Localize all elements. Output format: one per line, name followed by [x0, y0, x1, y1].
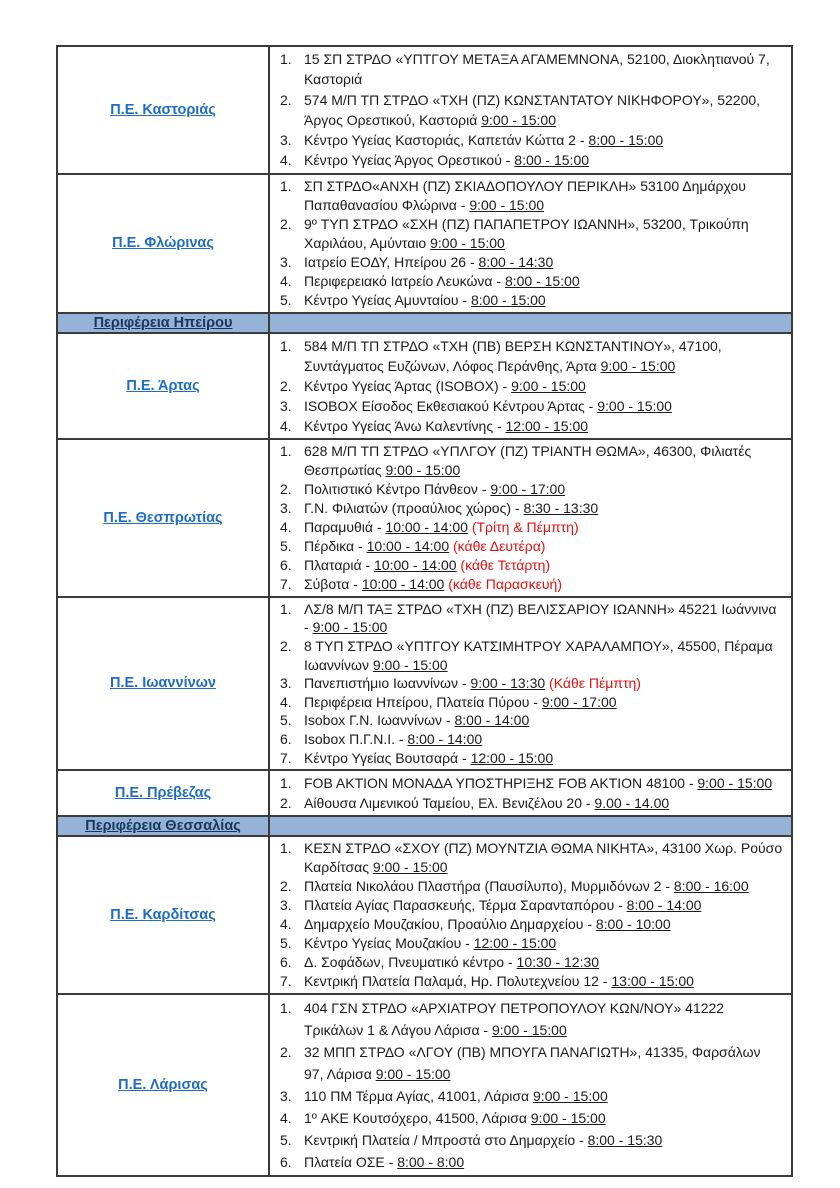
item-text: Κεντρική Πλατεία / Μπροστά στο Δημαρχείο - [304, 1132, 588, 1149]
list-item [278, 537, 785, 556]
item-number: 2. [280, 637, 292, 654]
item-description [304, 480, 785, 499]
item-hours: 12:00 - 15:00 [470, 749, 554, 766]
item-hours: 9:00 - 15:00 [375, 1066, 451, 1083]
item-description [304, 839, 785, 877]
item-hours: 9:00 - 17:00 [541, 693, 617, 710]
list-item [278, 150, 785, 170]
pe-thesprotias-row [58, 438, 791, 596]
list-item [278, 693, 785, 712]
item-hours: 9:00 - 15:00 [600, 357, 676, 374]
list-item [278, 442, 785, 480]
item-day-note: (Κάθε Πέμπτη) [545, 675, 641, 692]
item-text: 404 ΓΣΝ ΣΤΡΔΟ «ΑΡΧΙΑΤΡΟΥ ΠΕΤΡΟΠΟΥΛΟΥ ΚΩΝ/ΝΟΥ» 41222 Τρικάλων 1 & Λάγου Λάρισα - [304, 1000, 725, 1039]
item-text: Isobox Γ.Ν. Ιωαννίνων - [304, 712, 455, 729]
item-day-note: (κάθε Παρασκευή) [444, 575, 562, 592]
item-number: 4. [280, 1110, 292, 1127]
item-hours: 9:00 - 15:00 [492, 1022, 567, 1039]
item-description [304, 1041, 785, 1085]
item-description [304, 953, 785, 972]
item-hours: 12:00 - 15:00 [505, 417, 589, 434]
pe-ioanninon-locations-list [270, 598, 791, 769]
item-text: Πλατεία Νικολάου Πλαστήρα (Παυσίλυπο), Μυρμιδόνων 2 - [304, 878, 674, 895]
item-description [304, 49, 785, 90]
item-hours: 10:00 - 14:00 [366, 537, 450, 554]
item-hours: 8:00 - 16:00 [673, 878, 749, 895]
item-number: 5. [280, 712, 292, 729]
item-number: 5. [280, 935, 292, 952]
pe-thesprotias-link[interactable]: Π.Ε. Θεσπρωτίας [103, 509, 223, 526]
item-day-note: (κάθε Δευτέρα) [449, 537, 546, 554]
item-hours: 9:00 - 15:00 [533, 1088, 608, 1105]
item-description [304, 499, 785, 518]
item-description [304, 1107, 785, 1129]
item-text: 15 ΣΠ ΣΤΡΔΟ «ΥΠΤΓΟΥ ΜΕΤΑΞΑ ΑΓΑΜΕΜΝΟΝΑ, 52100, Διοκλητιανού 7, Καστοριά [304, 51, 770, 88]
list-item [278, 953, 785, 972]
pe-larisas-locations-list [270, 995, 791, 1175]
list-item [278, 1041, 785, 1085]
item-text: Πλαταριά - [304, 556, 375, 573]
item-number: 1. [280, 600, 292, 617]
item-description [304, 600, 785, 637]
item-description [304, 416, 785, 436]
pe-prevezas-row [58, 769, 791, 815]
list-item [278, 1151, 785, 1173]
list-item [278, 934, 785, 953]
item-hours: 8:00 - 15:30 [587, 1132, 663, 1149]
list-item [278, 291, 785, 310]
item-text: Πανεπιστήμιο Ιωαννίνων - [304, 675, 471, 692]
item-description [304, 877, 785, 896]
list-item [278, 90, 785, 131]
item-number: 3. [280, 397, 292, 414]
item-text: Κέντρο Υγείας Καστοριάς, Καπετάν Κώττα 2 - [304, 132, 589, 149]
list-item [278, 396, 785, 416]
item-description [304, 674, 785, 693]
item-number: 1. [280, 177, 292, 194]
item-description [304, 291, 785, 310]
item-number: 4. [280, 152, 292, 169]
item-hours: 9:00 - 15:00 [530, 1110, 606, 1127]
item-hours: 9.00 - 14.00 [594, 795, 670, 812]
item-number: 6. [280, 556, 292, 573]
item-description [304, 556, 785, 575]
item-day-note: (κάθε Τετάρτη) [456, 556, 551, 573]
list-item [278, 877, 785, 896]
item-number: 2. [280, 1044, 292, 1061]
item-text: FOB AKTION ΜΟΝΑΔΑ ΥΠΟΣΤΗΡΙΞΗΣ FOB AKTION 48100 - [304, 775, 698, 792]
pe-larisas-label-cell [58, 995, 270, 1175]
item-number: 3. [280, 499, 292, 516]
item-hours: 10:00 - 14:00 [385, 518, 468, 535]
item-text: ΣΠ ΣΤΡΔΟ«ΑΝΧΗ (ΠΖ) ΣΚΙΑΔΟΠΟΥΛΟΥ ΠΕΡΙΚΛΗ» 53100 Δημάρχου Παπαθανασίου Φλώρινα - [304, 177, 746, 213]
item-text: 628 Μ/Π ΤΠ ΣΤΡΔΟ «ΥΠΛΓΟΥ (ΠΖ) ΤΡΙΑΝΤΗ ΘΩΜΑ», 46300, Φιλιατές Θεσπρωτίας [304, 442, 752, 478]
list-item [278, 915, 785, 934]
item-hours: 9:00 - 15:00 [430, 234, 505, 251]
list-item [278, 215, 785, 253]
list-item [278, 997, 785, 1041]
item-hours: 10:30 - 12:30 [516, 954, 600, 971]
item-text: Κέντρο Υγείας Μουζακίου - [304, 935, 474, 952]
item-description [304, 396, 785, 416]
list-item [278, 1129, 785, 1151]
item-number: 4. [280, 272, 292, 289]
item-number: 2. [280, 878, 292, 895]
item-text: 32 ΜΠΠ ΣΤΡΔΟ «ΛΓΟΥ (ΠΒ) ΜΠΟΥΓΑ ΠΑΝΑΓΙΩΤΗ», 41335, Φαρσάλων 97, Λάρισα [304, 1044, 761, 1083]
item-hours: 10:00 - 14:00 [361, 575, 445, 592]
item-description [304, 934, 785, 953]
pe-larisas-row [58, 993, 791, 1175]
item-text: Ιατρείο ΕΟΔΥ, Ηπείρου 26 - [304, 253, 479, 270]
item-day-note: (Τρίτη & Πέμπτη) [467, 518, 579, 535]
item-description [304, 376, 785, 396]
list-item [278, 711, 785, 730]
list-item [278, 793, 785, 813]
section-epirus-label-cell [58, 314, 270, 332]
section-epirus-row [58, 312, 791, 332]
list-item [278, 336, 785, 376]
pe-ioanninon-label-cell [58, 598, 270, 769]
item-text: Πολιτιστικό Κέντρο Πάνθεον - [304, 480, 491, 497]
item-text: ISOBOX Είσοδος Εκθεσιακού Κέντρου Άρτας - [304, 397, 598, 414]
list-item [278, 600, 785, 637]
item-description [304, 537, 785, 556]
item-hours: 8:00 - 15:00 [588, 132, 664, 149]
pe-artas-row [58, 332, 791, 438]
list-item [278, 49, 785, 90]
item-text: 574 Μ/Π ΤΠ ΣΤΡΔΟ «ΤΧΗ (ΠΖ) ΚΩΝΣΤΑΝΤΑΤΟΥ ΝΙΚΗΦΟΡΟΥ», 52200, Άργος Ορεστικού, Καστοριά [304, 91, 761, 128]
vaccination-locations-table [56, 45, 793, 1177]
item-text: Κεντρική Πλατεία Παλαμά, Ηρ. Πολυτεχνείου 12 - [304, 973, 612, 990]
list-item [278, 376, 785, 396]
item-description [304, 442, 785, 480]
pe-thesprotias-label-cell [58, 440, 270, 596]
list-item [278, 416, 785, 436]
pe-prevezas-link[interactable]: Π.Ε. Πρέβεζας [114, 785, 212, 802]
pe-kastorias-label-cell [58, 47, 270, 173]
item-description [304, 1151, 785, 1173]
item-number: 4. [280, 518, 292, 535]
pe-karditsas-row [58, 835, 791, 993]
item-description [304, 253, 785, 272]
item-description [304, 972, 785, 991]
item-number: 1. [280, 840, 292, 857]
item-text: 8 ΤΥΠ ΣΤΡΔΟ «ΥΠΤΓΟΥ ΚΑΤΣΙΜΗΤΡΟΥ ΧΑΡΑΛΑΜΠΟΥ», 45500, Πέραμα Ιωαννίνων [304, 637, 773, 673]
item-description [304, 637, 785, 674]
item-hours: 8:00 - 15:00 [514, 152, 590, 169]
item-hours: 12:00 - 15:00 [473, 935, 557, 952]
item-text: Πέρδικα - [304, 537, 367, 554]
item-description [304, 272, 785, 291]
item-number: 6. [280, 954, 292, 971]
item-number: 1. [280, 1000, 292, 1017]
item-text: ΚΕΣΝ ΣΤΡΔΟ «ΣΧΟΥ (ΠΖ) ΜΟΥΝΤΖΙΑ ΘΩΜΑ ΝΙΚΗΤΑ», 43100 Χωρ. Ρούσο Καρδίτσας [304, 840, 783, 876]
item-description [304, 793, 785, 813]
pe-ioanninon-row [58, 596, 791, 769]
pe-florinas-row [58, 173, 791, 312]
item-number: 1. [280, 442, 292, 459]
item-text: Κέντρο Υγείας Άργος Ορεστικού - [304, 152, 515, 169]
item-description [304, 130, 785, 150]
list-item [278, 130, 785, 150]
pe-florinas-link[interactable]: Π.Ε. Φλώρινας [112, 235, 214, 252]
item-description [304, 150, 785, 170]
item-text: Περιφέρεια Ηπείρου, Πλατεία Πύρου - [304, 693, 542, 710]
item-number: 1. [280, 51, 292, 67]
item-text: Κέντρο Υγείας Άνω Καλεντίνης - [304, 417, 506, 434]
item-number: 6. [280, 1154, 292, 1171]
item-text: Πλατεία Αγίας Παρασκευής, Τέρμα Σαρανταπόρου - [304, 897, 627, 914]
list-item [278, 749, 785, 768]
pe-artas-label-cell [58, 334, 270, 438]
item-hours: 9:00 - 15:00 [469, 196, 545, 213]
item-text: 9º ΤΥΠ ΣΤΡΔΟ «ΣΧΗ (ΠΖ) ΠΑΠΑΠΕΤΡΟΥ ΙΩΑΝΝΗ», 53200, Τρικούπη Χαριλάου, Αμύνταιο [304, 215, 749, 251]
item-text: Δημαρχείο Μουζακίου, Προαύλιο Δημαρχείου - [304, 916, 596, 933]
item-text: Κέντρο Υγείας Άρτας (ISOBOX) - [304, 377, 512, 394]
item-text: Πλατεία ΟΣΕ - [304, 1154, 398, 1171]
item-number: 2. [280, 91, 292, 108]
list-item [278, 556, 785, 575]
item-hours: 9:00 - 15:00 [372, 656, 448, 673]
item-hours: 9:00 - 17:00 [490, 480, 566, 497]
item-hours: 13:00 - 15:00 [611, 973, 694, 990]
item-hours: 8:00 - 8:00 [397, 1154, 465, 1171]
list-item [278, 896, 785, 915]
item-text: ΛΣ/8 Μ/Π ΤΑΞ ΣΤΡΔΟ «ΤΧΗ (ΠΖ) ΒΕΛΙΣΣΑΡΙΟΥ ΙΩΑΝΝΗ» 45221 Ιωάννινα - [304, 600, 777, 636]
item-description [304, 1129, 785, 1151]
item-description [304, 915, 785, 934]
item-hours: 8:00 - 15:00 [504, 272, 580, 289]
pe-karditsas-label-cell [58, 837, 270, 993]
pe-florinas-label-cell [58, 175, 270, 312]
item-text: Isobox Π.Γ.Ν.Ι. - [304, 730, 408, 747]
pe-ioanninon-link[interactable]: Π.Ε. Ιωαννίνων [110, 675, 216, 692]
item-number: 7. [280, 973, 292, 990]
item-hours: 9:00 - 15:00 [372, 859, 448, 876]
list-item [278, 773, 785, 793]
pe-kastorias-link[interactable]: Π.Ε. Καστοριάς [110, 101, 216, 118]
item-number: 5. [280, 537, 292, 554]
item-hours: 8:00 - 14:30 [478, 253, 554, 270]
item-text: Κέντρο Υγείας Αμυνταίου - [304, 291, 471, 308]
item-description [304, 90, 785, 131]
item-number: 5. [280, 1132, 292, 1149]
item-number: 3. [280, 1088, 292, 1105]
item-description [304, 749, 785, 768]
item-description [304, 896, 785, 915]
list-item [278, 518, 785, 537]
pe-florinas-locations-list [270, 175, 791, 312]
list-item [278, 839, 785, 877]
item-number: 5. [280, 291, 292, 308]
item-text: Δ. Σοφάδων, Πνευματικό κέντρο - [304, 954, 517, 971]
item-number: 6. [280, 730, 292, 747]
section-thessaly-heading: Περιφέρεια Θεσσαλίας [85, 818, 241, 835]
pe-prevezas-label-cell [58, 771, 270, 815]
list-item [278, 1107, 785, 1129]
item-description [304, 693, 785, 712]
item-description [304, 177, 785, 215]
list-item [278, 575, 785, 594]
pe-artas-locations-list [270, 334, 791, 438]
pe-thesprotias-locations-list [270, 440, 791, 596]
item-text: Περιφερειακό Ιατρείο Λευκώνα - [304, 272, 505, 289]
item-description [304, 1085, 785, 1107]
item-number: 1. [280, 337, 292, 354]
list-item [278, 730, 785, 749]
item-number: 3. [280, 253, 292, 270]
item-hours: 9:00 - 15:00 [481, 111, 556, 128]
item-description [304, 773, 785, 793]
section-epirus-heading: Περιφέρεια Ηπείρου [93, 314, 233, 331]
list-item [278, 480, 785, 499]
item-description [304, 730, 785, 749]
item-text: Σύβοτα - [304, 575, 362, 592]
list-item [278, 253, 785, 272]
list-item [278, 637, 785, 674]
item-text: Αίθουσα Λιμενικού Ταμείου, Ελ. Βενιζέλου 20 - [304, 795, 595, 812]
item-description [304, 997, 785, 1041]
item-description [304, 215, 785, 253]
item-hours: 8:00 - 15:00 [470, 291, 546, 308]
list-item [278, 1085, 785, 1107]
pe-karditsas-locations-list [270, 837, 791, 993]
item-description [304, 711, 785, 730]
item-text: Παραμυθιά - [304, 518, 386, 535]
item-text: 1º ΑΚΕ Κουτσόχερο, 41500, Λάρισα [304, 1110, 531, 1127]
item-number: 3. [280, 897, 292, 914]
list-item [278, 177, 785, 215]
item-text: Κέντρο Υγείας Βουτσαρά - [304, 749, 471, 766]
list-item [278, 674, 785, 693]
list-item [278, 972, 785, 991]
item-number: 2. [280, 215, 292, 232]
pe-karditsas-link[interactable]: Π.Ε. Καρδίτσας [110, 907, 216, 924]
item-number: 7. [280, 749, 292, 766]
item-hours: 9:00 - 15:00 [511, 377, 586, 394]
pe-kastorias-row [58, 47, 791, 173]
item-number: 2. [280, 480, 292, 497]
item-number: 3. [280, 132, 292, 149]
item-hours: 9:00 - 15:00 [597, 397, 672, 414]
item-hours: 8:00 - 14:00 [626, 897, 702, 914]
item-number: 7. [280, 575, 292, 592]
section-thessaly-empty-cell [270, 817, 791, 835]
item-hours: 8:00 - 14:00 [454, 712, 530, 729]
item-hours: 8:30 - 13:30 [523, 499, 599, 516]
item-text: 110 ΠΜ Τέρμα Αγίας, 41001, Λάρισα [304, 1088, 534, 1105]
item-description [304, 518, 785, 537]
item-hours: 9:00 - 15:00 [697, 775, 773, 792]
item-description [304, 336, 785, 376]
list-item [278, 499, 785, 518]
item-number: 4. [280, 916, 292, 933]
item-description [304, 575, 785, 594]
item-hours: 9:00 - 15:00 [312, 619, 388, 636]
item-text: Γ.Ν. Φιλιατών (προαύλιος χώρος) - [304, 499, 524, 516]
item-number: 2. [280, 377, 292, 394]
item-hours: 9:00 - 13:30 [470, 675, 546, 692]
item-number: 2. [280, 795, 292, 812]
section-thessaly-label-cell [58, 817, 270, 835]
item-hours: 10:00 - 14:00 [374, 556, 457, 573]
section-thessaly-row [58, 815, 791, 835]
item-hours: 9:00 - 15:00 [385, 461, 461, 478]
pe-prevezas-locations-list [270, 771, 791, 815]
item-hours: 8:00 - 14:00 [407, 730, 483, 747]
item-number: 1. [280, 775, 292, 792]
pe-kastorias-locations-list [270, 47, 791, 173]
item-hours: 8:00 - 10:00 [595, 916, 671, 933]
item-number: 4. [280, 417, 292, 434]
pe-artas-link[interactable]: Π.Ε. Άρτας [126, 377, 200, 394]
list-item [278, 272, 785, 291]
item-number: 4. [280, 693, 292, 710]
item-number: 3. [280, 675, 292, 692]
section-epirus-empty-cell [270, 314, 791, 332]
item-text: 584 Μ/Π ΤΠ ΣΤΡΔΟ «ΤΧΗ (ΠΒ) ΒΕΡΣΗ ΚΩΝΣΤΑΝΤΙΝΟΥ», 47100, Συντάγματος Ευζώνων, Λόφος Περάνθης, Άρτα [304, 337, 722, 374]
pe-larisas-link[interactable]: Π.Ε. Λάρισας [118, 1077, 208, 1094]
